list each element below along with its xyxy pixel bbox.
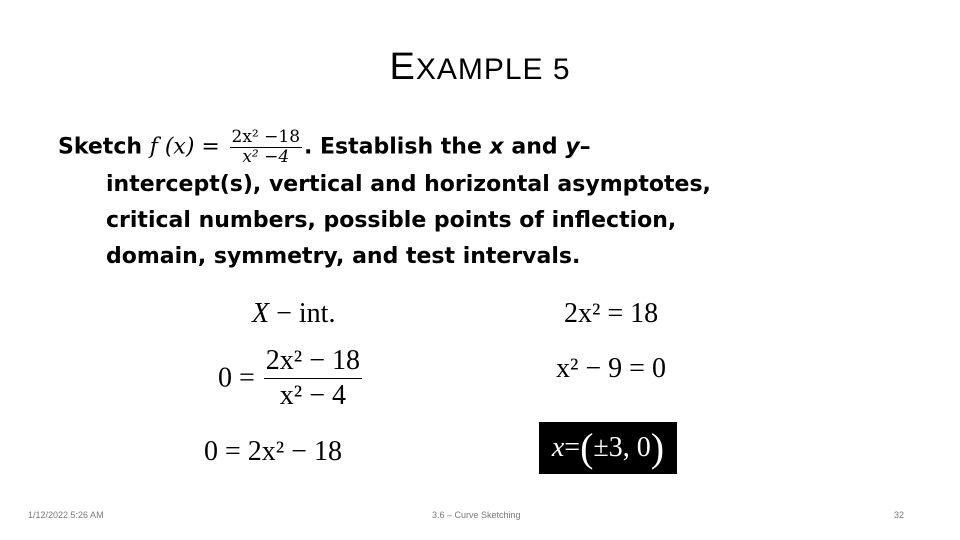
- eq1-numerator: 2x² − 18: [264, 344, 362, 379]
- function-numerator: 2x² −18: [231, 127, 301, 147]
- problem-statement: [58, 128, 878, 275]
- sketch-word: Sketch: [58, 134, 143, 160]
- prompt-line-2: intercept(s), vertical and horizontal asymptotes,: [106, 172, 711, 197]
- eq1-denominator: x² − 4: [279, 380, 346, 411]
- prompt-line-1: [58, 128, 878, 167]
- answer-value: ±3, 0: [593, 432, 651, 463]
- equation-3: 2x² = 18: [564, 298, 659, 329]
- equation-fraction: [218, 344, 364, 413]
- prompt-x-var: x: [489, 134, 504, 160]
- answer-highlight: [539, 422, 677, 474]
- prompt-y-var: y: [565, 134, 580, 160]
- prompt-dash: –: [579, 134, 591, 160]
- footer-title: 3.6 – Curve Sketching: [432, 510, 521, 520]
- function-denominator: x² −4: [242, 147, 290, 167]
- function-name: f (x) =: [149, 134, 220, 160]
- x-int-x: X: [252, 298, 270, 329]
- x-int-rest: − int.: [269, 298, 336, 329]
- footer-date: 1/12/2022 5:26 AM: [28, 510, 104, 520]
- prompt-line-4: domain, symmetry, and test intervals.: [106, 244, 581, 269]
- eq1-lhs: 0 =: [218, 362, 255, 394]
- function-fraction: [230, 128, 303, 167]
- x-intercept-label: [252, 298, 335, 330]
- answer-close-paren: ): [650, 425, 665, 470]
- answer-equals: =: [564, 432, 581, 463]
- eq1-fraction: [264, 344, 362, 413]
- equation-2: 0 = 2x² − 18: [204, 436, 342, 467]
- prompt-and: and: [503, 134, 566, 160]
- answer-open-paren: (: [580, 425, 594, 470]
- equation-4: x² − 9 = 0: [556, 353, 666, 384]
- footer-page-number: 32: [894, 510, 905, 520]
- prompt-line-3: critical numbers, possible points of inflection,: [106, 208, 677, 233]
- answer-x: x: [551, 432, 565, 463]
- title-initial: E: [389, 46, 416, 88]
- slide-title: [0, 46, 960, 89]
- title-rest: XAMPLE 5: [415, 53, 571, 86]
- prompt-establish: . Establish the: [304, 134, 490, 160]
